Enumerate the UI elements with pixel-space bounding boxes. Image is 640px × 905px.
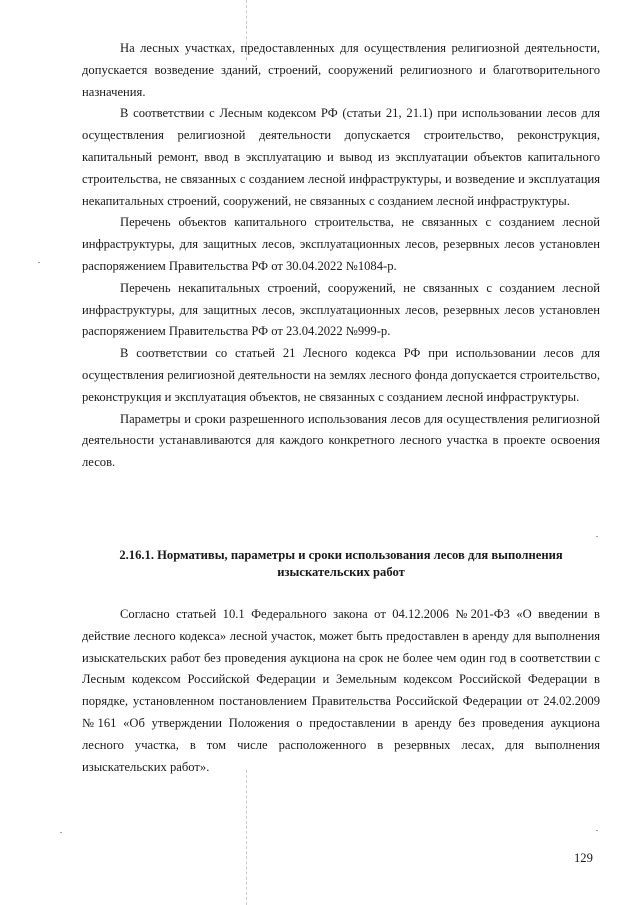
page-number: 129 [574, 851, 593, 865]
paragraph: В соответствии со статьей 21 Лесного кодекса РФ при использовании лесов для осуществления религиозной деятельности на землях лесного фонда допускается строительство, реконструкция и эксплуатация объектов, не связанных с созданием лесной инфраструктуры. [82, 346, 600, 404]
paragraph: Перечень некапитальных строений, сооружений, не связанных с созданием лесной инфраструктуры, для защитных лесов, эксплуатационных лесов, резервных лесов установлен распоряжением Правительства РФ от 23.04.2022 №999-р. [82, 280, 600, 339]
section-heading: 2.16.1. Нормативы, параметры и сроки использования лесов для выполнения изыскательских работ [119, 548, 563, 579]
scan-speck [60, 832, 62, 833]
body-text-top [82, 38, 600, 474]
paragraph: Перечень объектов капитального строительства, не связанных с созданием лесной инфраструктуры, для защитных лесов, эксплуатационных лесов, резервных лесов установлен распоряжением Правительства РФ от 30.04.2022 №1084-р. [82, 215, 600, 273]
paragraph: В соответствии с Лесным кодексом РФ (статьи 21, 21.1) при использовании лесов для осуществления религиозной деятельности допускается строительство, реконструкция, капитальный ремонт, ввод в эксплуатацию и вывод из эксплуатации объектов капитального строительства, не связанных с созданием лесной инфраструктуры, и возведение и эксплуатация некапитальных строений, сооружений, не связанных с созданием лесной инфраструктуры. [82, 106, 600, 208]
paragraph: Согласно статьей 10.1 Федерального закона от 04.12.2006 №201-ФЗ «О введении в действие лесного кодекса» лесной участок, может быть предоставлен в аренду для выполнения изыскательских работ без проведения аукциона на срок не более чем один год в соответствии с Лесным кодексом Российской Федерации и Земельным кодексом Российской Федерации в порядке, установленном постановлением Правительства Российской Федерации от 24.02.2009 №161 «Об утверждении Положения о предоставлении в аренду без проведения аукциона лесного участка, в том числе расположенного в резервных лесах, для выполнения изыскательских работ». [82, 607, 600, 774]
fold-line [246, 770, 247, 905]
scan-speck [38, 262, 40, 263]
scan-speck [596, 536, 598, 537]
paragraph: На лесных участках, предоставленных для осуществления религиозной деятельности, допускается возведение зданий, строений, сооружений религиозного и благотворительного назначения. [82, 41, 600, 99]
scan-speck [596, 830, 598, 831]
paragraph: Параметры и сроки разрешенного использования лесов для осуществления религиозной деятельности устанавливаются для каждого конкретного лесного участка в проекте освоения лесов. [82, 411, 600, 470]
body-text-bottom [82, 604, 600, 778]
